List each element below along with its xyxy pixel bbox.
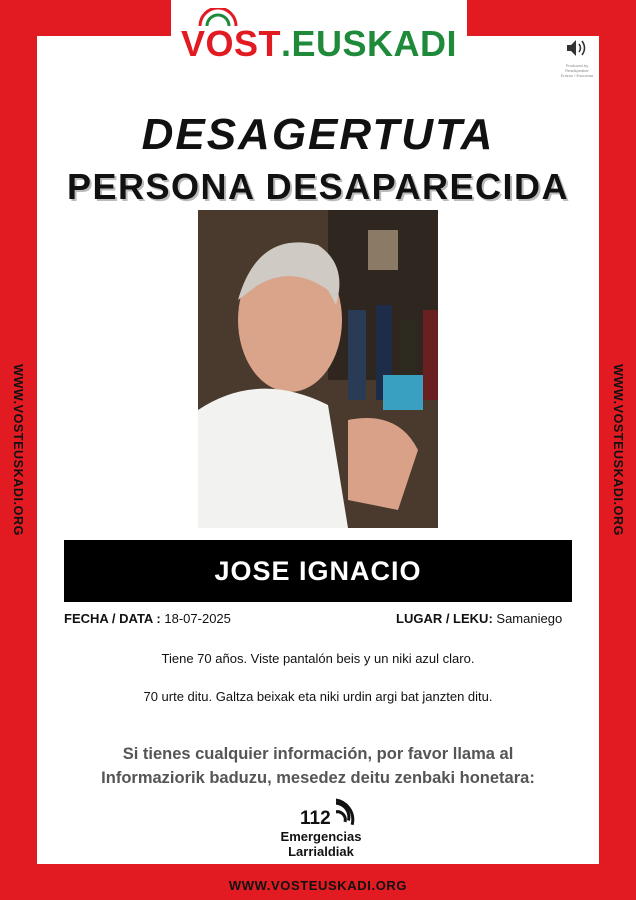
side-url-right[interactable]: WWW.VOSTEUSKADI.ORG xyxy=(611,364,625,536)
emergency-line-basque: Larrialdiak xyxy=(288,844,354,859)
title-basque: DESAGERTUTA xyxy=(141,110,495,159)
description-spanish: Tiene 70 años. Viste pantalón beis y un niki azul claro. xyxy=(161,651,475,666)
signal-waves-icon xyxy=(336,796,366,828)
listen-caption-1: Produced by Readspeaker xyxy=(565,63,589,73)
date-row xyxy=(64,611,231,626)
person-name: JOSE IGNACIO xyxy=(214,555,422,586)
emergency-line-spanish: Emergencias xyxy=(280,829,362,844)
footer-url[interactable]: WWW.VOSTEUSKADI.ORG xyxy=(228,878,408,893)
vost-euskadi-logo[interactable] xyxy=(171,20,467,68)
logo-euskadi-text: EUSKADI xyxy=(291,23,458,64)
logo-vost-text: VOST xyxy=(180,23,281,64)
call-to-action-spanish: Si tienes cualquier información, por favor llama al xyxy=(122,745,514,763)
place-value: Samaniego xyxy=(496,611,563,626)
title-spanish: PERSONA DESAPARECIDA xyxy=(66,166,570,207)
description-basque: 70 urte ditu. Galtza beixak eta niki urdin argi bat janzten ditu. xyxy=(143,689,493,704)
listen-caption-2: Entzun / Escuchar xyxy=(560,73,594,78)
speaker-icon xyxy=(565,38,589,58)
side-url-left[interactable]: WWW.VOSTEUSKADI.ORG xyxy=(11,364,25,536)
logo-dot: . xyxy=(280,23,292,64)
photo-illustration xyxy=(198,210,438,528)
call-to-action-basque: Informaziorik baduzu, mesedez deitu zenbaki honetara: xyxy=(101,769,535,787)
listen-button[interactable] xyxy=(555,38,599,78)
date-label: FECHA / DATA : xyxy=(64,611,161,626)
date-value: 18-07-2025 xyxy=(164,611,231,626)
missing-person-photo xyxy=(198,210,438,528)
person-name-bar xyxy=(64,540,572,602)
emergency-number: 112 xyxy=(300,808,331,829)
place-row xyxy=(396,611,562,626)
place-label: LUGAR / LEKU: xyxy=(396,611,493,626)
emergency-112-logo[interactable] xyxy=(266,796,376,864)
